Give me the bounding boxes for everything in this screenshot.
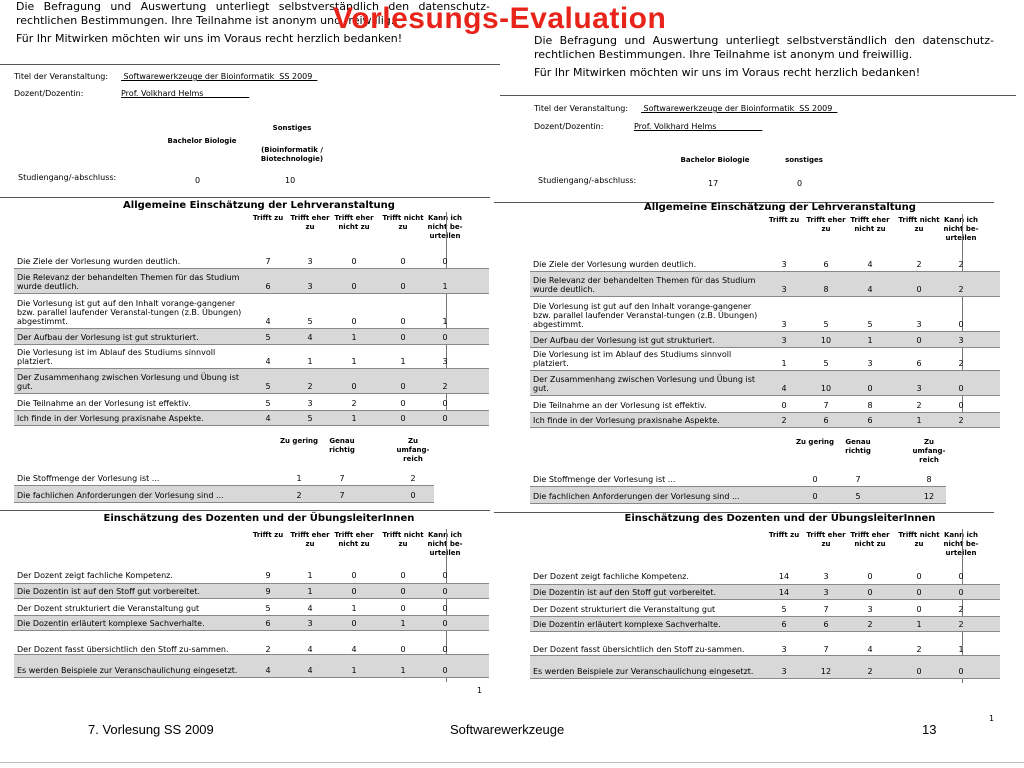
study-program-label: Studiengang/-abschluss: <box>18 173 117 182</box>
study-other-count: 10 <box>285 176 296 185</box>
teacher-value: Prof. Volkhard Helms <box>634 122 763 131</box>
general-table-row <box>530 412 1000 428</box>
general-count: 0 <box>442 399 448 408</box>
general-count: 3 <box>958 336 964 345</box>
teacher-count: 2 <box>265 645 271 654</box>
intro-paragraph-thanks: Für Ihr Mitwirken möchten wir uns im Voraus recht herzlich bedanken! <box>16 32 403 45</box>
general-count: 0 <box>916 336 922 345</box>
teacher-statement: Die Dozentin ist auf den Stoff gut vorbereitet. <box>17 587 200 596</box>
teacher-count: 0 <box>400 571 406 580</box>
teacher-table-row <box>14 583 489 599</box>
general-count: 2 <box>916 260 922 269</box>
general-count: 5 <box>823 320 829 329</box>
general-count: 2 <box>307 382 313 391</box>
teacher-count: 1 <box>958 645 964 654</box>
teacher-col-header: Trifft nicht zu <box>382 531 424 548</box>
teacher-count: 1 <box>307 571 313 580</box>
study-col-other-header: Sonstiges <box>272 124 312 132</box>
teacher-value: Prof. Volkhard Helms <box>121 89 250 98</box>
general-table-row <box>14 368 489 394</box>
teacher-table-row <box>14 632 489 656</box>
intro-paragraph-privacy: Die Befragung und Auswertung unterliegt selbstverständlich den datenschutz-rechtlichen Bestimmungen. Ihre Teilnahme ist anonym und freiwillig. <box>16 0 490 27</box>
footer-divider <box>0 762 1024 763</box>
teacher-table-row <box>530 600 1000 616</box>
course-title-field <box>14 72 318 81</box>
general-count: 6 <box>265 282 271 291</box>
general-count: 5 <box>867 320 873 329</box>
general-count: 10 <box>820 336 832 345</box>
general-table-row <box>530 271 1000 297</box>
general-count: 5 <box>265 382 271 391</box>
teacher-count: 3 <box>823 572 829 581</box>
general-statement: Die Vorlesung ist gut auf den Inhalt vorange-gangener bzw. parallel laufender Veranstal-tungen (z.B. Übungen) abgestimmt. <box>533 302 758 329</box>
amount-col-header: Zu gering <box>795 438 835 446</box>
general-count: 3 <box>307 399 313 408</box>
general-count: 0 <box>958 401 964 410</box>
general-count: 0 <box>400 333 406 342</box>
teacher-count: 2 <box>867 620 873 629</box>
amount-table-row <box>14 467 434 485</box>
page-number: 1 <box>989 714 995 723</box>
teacher-count: 3 <box>307 619 313 628</box>
teacher-count: 0 <box>400 587 406 596</box>
teacher-count: 6 <box>265 619 271 628</box>
teacher-count: 1 <box>351 666 357 675</box>
general-count: 5 <box>265 399 271 408</box>
general-count: 4 <box>867 285 873 294</box>
section-divider <box>500 95 1016 96</box>
study-program-label: Studiengang/-abschluss: <box>538 176 637 185</box>
general-count: 0 <box>958 384 964 393</box>
general-col-header: Trifft zu <box>768 216 800 224</box>
general-count: 4 <box>265 414 271 423</box>
general-table-row <box>530 331 1000 348</box>
teacher-col-header: Kann ich nicht be-urteilen <box>943 531 979 557</box>
general-table-row <box>530 348 1000 370</box>
general-count: 0 <box>351 282 357 291</box>
teacher-count: 4 <box>867 645 873 654</box>
amount-count: 0 <box>812 475 818 484</box>
teacher-table-row <box>14 566 489 582</box>
general-count: 3 <box>916 320 922 329</box>
general-table-row <box>530 396 1000 412</box>
teacher-count: 1 <box>351 604 357 613</box>
teacher-table-row <box>14 615 489 631</box>
general-count: 1 <box>307 357 313 366</box>
general-statement: Der Aufbau der Vorlesung ist gut strukturiert. <box>533 336 715 345</box>
general-col-header: Trifft eher nicht zu <box>334 214 374 231</box>
teacher-col-header: Trifft eher zu <box>290 531 330 548</box>
general-count: 6 <box>823 416 829 425</box>
general-statement: Ich finde in der Vorlesung praxisnahe Aspekte. <box>533 416 720 425</box>
general-count: 1 <box>916 416 922 425</box>
teacher-table-row <box>530 584 1000 600</box>
teacher-count: 3 <box>781 667 787 676</box>
amount-statement: Die fachlichen Anforderungen der Vorlesung sind ... <box>17 491 224 500</box>
teacher-count: 4 <box>265 666 271 675</box>
general-count: 1 <box>351 357 357 366</box>
teacher-col-header: Kann ich nicht be-urteilen <box>427 531 463 557</box>
general-statement: Der Zusammenhang zwischen Vorlesung und Übung ist gut. <box>17 373 240 391</box>
teacher-count: 0 <box>916 667 922 676</box>
teacher-count: 1 <box>916 620 922 629</box>
amount-count: 7 <box>855 475 861 484</box>
teacher-col-header: Trifft eher zu <box>806 531 846 548</box>
teacher-count: 1 <box>307 587 313 596</box>
study-bachelor-count: 0 <box>195 176 201 185</box>
teacher-table-row <box>14 599 489 615</box>
general-count: 0 <box>442 414 448 423</box>
general-count: 4 <box>307 333 313 342</box>
teacher-table-row <box>530 655 1000 679</box>
general-table-row <box>14 394 489 410</box>
teacher-statement: Die Dozentin erläutert komplexe Sachverhalte. <box>533 620 721 629</box>
amount-col-header: Zu umfang-reich <box>912 438 946 464</box>
amount-count: 8 <box>926 475 932 484</box>
teacher-count: 2 <box>958 620 964 629</box>
section-divider <box>0 510 490 511</box>
teacher-statement: Der Dozent fasst übersichtlich den Stoff zu-sammen. <box>533 645 745 654</box>
general-count: 0 <box>781 401 787 410</box>
general-count: 6 <box>867 416 873 425</box>
study-col-bachelor-header: Bachelor Biologie <box>680 156 750 164</box>
amount-statement: Die Stoffmenge der Vorlesung ist ... <box>533 475 676 484</box>
general-count: 10 <box>820 384 832 393</box>
amount-table-row <box>530 468 946 486</box>
teacher-count: 0 <box>442 587 448 596</box>
general-table-row <box>14 328 489 345</box>
general-count: 2 <box>781 416 787 425</box>
teacher-statement: Die Dozentin ist auf den Stoff gut vorbereitet. <box>533 588 716 597</box>
general-count: 8 <box>823 285 829 294</box>
teacher-field <box>534 122 763 131</box>
general-count: 5 <box>307 317 313 326</box>
general-count: 7 <box>265 257 271 266</box>
general-count: 0 <box>916 285 922 294</box>
section-divider <box>0 64 500 65</box>
teacher-count: 4 <box>351 645 357 654</box>
teacher-label: Dozent/Dozentin: <box>14 89 84 98</box>
general-count: 0 <box>351 382 357 391</box>
general-col-header: Trifft eher zu <box>806 216 846 233</box>
teacher-count: 9 <box>265 571 271 580</box>
teacher-count: 0 <box>442 604 448 613</box>
teacher-count: 3 <box>781 645 787 654</box>
teacher-field <box>14 89 250 98</box>
teacher-count: 1 <box>400 619 406 628</box>
teacher-count: 7 <box>823 605 829 614</box>
teacher-statement: Der Dozent zeigt fachliche Kompetenz. <box>533 572 689 581</box>
general-count: 3 <box>781 336 787 345</box>
teacher-statement: Der Dozent zeigt fachliche Kompetenz. <box>17 571 173 580</box>
teacher-col-header: Trifft eher nicht zu <box>850 531 890 548</box>
general-statement: Die Vorlesung ist gut auf den Inhalt vorange-gangener bzw. parallel laufender Veranstal-tungen (z.B. Übungen) abgestimmt. <box>17 299 242 326</box>
teacher-count: 0 <box>916 605 922 614</box>
teacher-count: 0 <box>351 571 357 580</box>
general-count: 2 <box>958 260 964 269</box>
teacher-count: 0 <box>400 604 406 613</box>
general-count: 0 <box>400 317 406 326</box>
general-count: 3 <box>781 320 787 329</box>
amount-count: 0 <box>812 492 818 501</box>
course-title-label: Titel der Veranstaltung: <box>14 72 109 81</box>
teacher-count: 12 <box>820 667 832 676</box>
general-count: 5 <box>823 359 829 368</box>
general-table-row <box>14 410 489 426</box>
general-statement: Die Relevanz der behandelten Themen für das Studium wurde deutlich. <box>17 273 240 291</box>
teacher-count: 3 <box>823 588 829 597</box>
general-statement: Die Relevanz der behandelten Themen für das Studium wurde deutlich. <box>533 276 756 294</box>
evaluation-page-left <box>0 0 500 705</box>
general-count: 1 <box>442 317 448 326</box>
footer-lecture: 7. Vorlesung SS 2009 <box>88 722 214 737</box>
general-count: 3 <box>916 384 922 393</box>
general-count: 6 <box>916 359 922 368</box>
teacher-count: 0 <box>958 588 964 597</box>
teacher-count: 0 <box>958 667 964 676</box>
general-count: 3 <box>442 357 448 366</box>
course-title-value: Softwarewerkzeuge der Bioinformatik SS 2009 <box>121 72 318 81</box>
intro-paragraph-privacy: Die Befragung und Auswertung unterliegt selbstverständlich den datenschutz-rechtlichen Bestimmungen. Ihre Teilnahme ist anonym und freiwillig. <box>534 34 994 61</box>
general-table-row <box>14 345 489 368</box>
course-title-field <box>534 104 838 113</box>
section-divider <box>0 197 490 198</box>
teacher-count: 5 <box>781 605 787 614</box>
teacher-table-row <box>530 567 1000 583</box>
general-table-row <box>530 257 1000 271</box>
teacher-table-row <box>530 616 1000 632</box>
teacher-count: 0 <box>442 571 448 580</box>
teacher-count: 14 <box>778 588 790 597</box>
amount-col-header: Zu gering <box>279 437 319 445</box>
page-number: 1 <box>477 686 483 695</box>
general-count: 1 <box>400 357 406 366</box>
general-count: 0 <box>442 257 448 266</box>
teacher-count: 4 <box>307 645 313 654</box>
teacher-count: 1 <box>400 666 406 675</box>
footer-course: Softwarewerkzeuge <box>450 722 565 737</box>
footer-slide-number: 13 <box>922 722 937 737</box>
general-statement: Der Zusammenhang zwischen Vorlesung und Übung ist gut. <box>533 375 756 393</box>
teacher-count: 9 <box>265 587 271 596</box>
general-statement: Die Teilnahme an der Vorlesung ist effektiv. <box>533 401 707 410</box>
general-count: 5 <box>265 333 271 342</box>
general-count: 0 <box>400 414 406 423</box>
study-bachelor-count: 17 <box>708 179 719 188</box>
teacher-count: 0 <box>442 645 448 654</box>
teacher-col-header: Trifft zu <box>252 531 284 539</box>
amount-count: 2 <box>296 491 302 500</box>
teacher-label: Dozent/Dozentin: <box>534 122 604 131</box>
teacher-statement: Die Dozentin erläutert komplexe Sachverhalte. <box>17 619 205 628</box>
teacher-count: 0 <box>442 666 448 675</box>
teacher-count: 2 <box>958 605 964 614</box>
general-count: 7 <box>823 401 829 410</box>
general-count: 2 <box>958 416 964 425</box>
general-count: 4 <box>265 357 271 366</box>
amount-col-header: Zu umfang-reich <box>396 437 430 463</box>
general-count: 0 <box>351 317 357 326</box>
teacher-count: 6 <box>823 620 829 629</box>
amount-count: 7 <box>339 474 345 483</box>
course-title-value: Softwarewerkzeuge der Bioinformatik SS 2009 <box>641 104 838 113</box>
general-count: 4 <box>265 317 271 326</box>
general-statement: Ich finde in der Vorlesung praxisnahe Aspekte. <box>17 414 204 423</box>
general-col-header: Kann ich nicht be-urteilen <box>943 216 979 242</box>
teacher-count: 0 <box>867 588 873 597</box>
teacher-count: 3 <box>867 605 873 614</box>
general-statement: Die Ziele der Vorlesung wurden deutlich. <box>17 257 181 266</box>
general-count: 4 <box>781 384 787 393</box>
intro-paragraph-thanks: Für Ihr Mitwirken möchten wir uns im Voraus recht herzlich bedanken! <box>534 66 921 79</box>
general-count: 3 <box>307 257 313 266</box>
general-table-row <box>14 294 489 328</box>
general-statement: Die Vorlesung ist im Ablauf des Studiums sinnvoll platziert. <box>17 348 216 366</box>
teacher-count: 0 <box>351 619 357 628</box>
general-count: 0 <box>400 257 406 266</box>
general-statement: Die Vorlesung ist im Ablauf des Studiums sinnvoll platziert. <box>533 350 732 368</box>
teacher-count: 0 <box>867 572 873 581</box>
amount-table-row <box>14 485 434 503</box>
teacher-count: 0 <box>442 619 448 628</box>
general-count: 0 <box>442 333 448 342</box>
teacher-count: 0 <box>916 572 922 581</box>
general-col-header: Trifft nicht zu <box>898 216 940 233</box>
general-count: 1 <box>351 414 357 423</box>
general-table-row <box>530 370 1000 396</box>
teacher-table-row <box>14 654 489 678</box>
general-table-row <box>14 254 489 268</box>
amount-count: 0 <box>410 491 416 500</box>
amount-statement: Die fachlichen Anforderungen der Vorlesung sind ... <box>533 492 740 501</box>
teacher-count: 2 <box>916 645 922 654</box>
teacher-count: 0 <box>400 645 406 654</box>
general-col-header: Trifft zu <box>252 214 284 222</box>
general-count: 3 <box>781 285 787 294</box>
amount-count: 7 <box>339 491 345 500</box>
general-col-header: Trifft nicht zu <box>382 214 424 231</box>
general-statement: Die Teilnahme an der Vorlesung ist effektiv. <box>17 399 191 408</box>
teacher-col-header: Trifft eher nicht zu <box>334 531 374 548</box>
general-table-row <box>14 268 489 294</box>
general-col-header: Kann ich nicht be-urteilen <box>427 214 463 240</box>
teacher-count: 5 <box>265 604 271 613</box>
study-other-count: 0 <box>797 179 803 188</box>
general-count: 3 <box>307 282 313 291</box>
teacher-col-header: Trifft nicht zu <box>898 531 940 548</box>
teacher-count: 0 <box>351 587 357 596</box>
teacher-count: 6 <box>781 620 787 629</box>
teacher-count: 0 <box>916 588 922 597</box>
teacher-statement: Es werden Beispiele zur Veranschaulichung eingesetzt. <box>17 666 238 675</box>
study-col-bachelor-header: Bachelor Biologie <box>167 137 237 145</box>
teacher-statement: Es werden Beispiele zur Veranschaulichung eingesetzt. <box>533 667 754 676</box>
general-count: 2 <box>442 382 448 391</box>
teacher-section-title: Einschätzung des Dozenten und der ÜbungsleiterInnen <box>103 513 415 524</box>
teacher-statement: Der Dozent strukturiert die Veranstaltung gut <box>17 604 200 613</box>
general-count: 3 <box>867 359 873 368</box>
study-col-other-subheader: (Bioinformatik / Biotechnologie) <box>260 146 324 163</box>
amount-col-header: Genau richtig <box>845 438 871 455</box>
general-count: 8 <box>867 401 873 410</box>
general-statement: Die Ziele der Vorlesung wurden deutlich. <box>533 260 697 269</box>
teacher-section-title: Einschätzung des Dozenten und der ÜbungsleiterInnen <box>624 513 936 524</box>
teacher-count: 14 <box>778 572 790 581</box>
evaluation-page-right <box>494 0 1024 735</box>
general-count: 4 <box>867 260 873 269</box>
teacher-count: 2 <box>867 667 873 676</box>
general-count: 2 <box>958 359 964 368</box>
general-count: 2 <box>958 285 964 294</box>
slide-title: Vorlesungs-Evaluation <box>333 2 667 35</box>
general-col-header: Trifft eher nicht zu <box>850 216 890 233</box>
teacher-statement: Der Dozent strukturiert die Veranstaltung gut <box>533 605 716 614</box>
general-table-row <box>530 297 1000 331</box>
amount-count: 2 <box>410 474 416 483</box>
general-count: 0 <box>400 399 406 408</box>
general-count: 0 <box>867 384 873 393</box>
teacher-count: 4 <box>307 666 313 675</box>
general-count: 0 <box>958 320 964 329</box>
general-col-header: Trifft eher zu <box>290 214 330 231</box>
general-count: 5 <box>307 414 313 423</box>
amount-count: 1 <box>296 474 302 483</box>
general-count: 2 <box>916 401 922 410</box>
general-count: 0 <box>400 382 406 391</box>
teacher-col-header: Trifft zu <box>768 531 800 539</box>
amount-count: 12 <box>923 492 935 501</box>
general-count: 6 <box>823 260 829 269</box>
general-count: 1 <box>781 359 787 368</box>
teacher-table-row <box>530 632 1000 656</box>
teacher-count: 4 <box>307 604 313 613</box>
general-count: 1 <box>442 282 448 291</box>
general-count: 0 <box>400 282 406 291</box>
amount-col-header: Genau richtig <box>329 437 355 454</box>
course-title-label: Titel der Veranstaltung: <box>534 104 629 113</box>
amount-statement: Die Stoffmenge der Vorlesung ist ... <box>17 474 160 483</box>
general-statement: Der Aufbau der Vorlesung ist gut strukturiert. <box>17 333 199 342</box>
study-col-other-header: sonstiges <box>785 156 823 164</box>
general-count: 0 <box>351 257 357 266</box>
general-count: 3 <box>781 260 787 269</box>
teacher-count: 0 <box>958 572 964 581</box>
general-section-title: Allgemeine Einschätzung der Lehrveranstaltung <box>644 202 916 213</box>
general-count: 2 <box>351 399 357 408</box>
amount-table-row <box>530 486 946 504</box>
general-count: 1 <box>351 333 357 342</box>
teacher-count: 7 <box>823 645 829 654</box>
general-section-title: Allgemeine Einschätzung der Lehrveranstaltung <box>123 200 395 211</box>
teacher-statement: Der Dozent fasst übersichtlich den Stoff zu-sammen. <box>17 645 229 654</box>
amount-count: 5 <box>855 492 861 501</box>
general-count: 1 <box>867 336 873 345</box>
